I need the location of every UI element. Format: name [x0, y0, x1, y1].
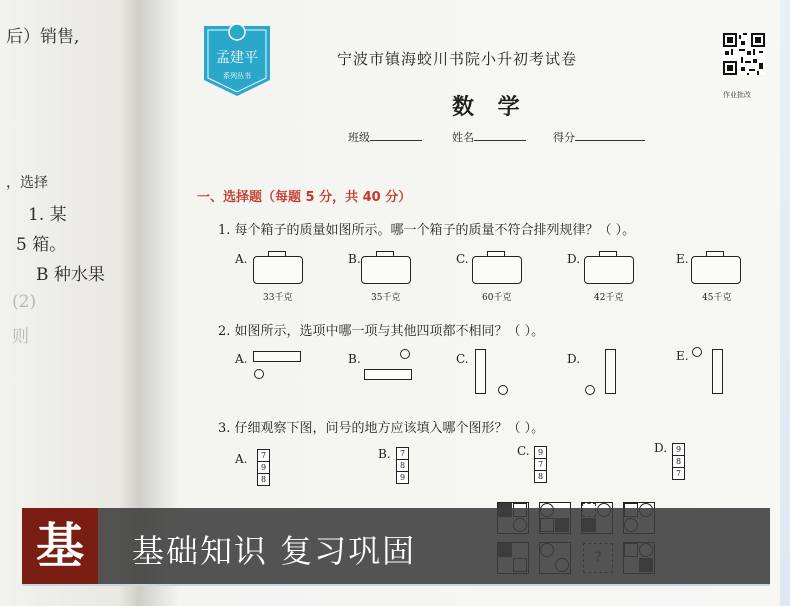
box-icon: [361, 256, 411, 284]
digit-stack: [672, 444, 685, 480]
circle-shape: [585, 385, 595, 395]
box-weight: 60千克: [482, 293, 512, 303]
option-letter: C.: [456, 352, 469, 366]
left-page-faint-text: 则: [12, 327, 29, 347]
digit-cell: 9: [396, 471, 409, 484]
option-letter: A.: [235, 452, 248, 466]
bottom-border: [22, 584, 770, 586]
digit-cell: 8: [257, 473, 270, 486]
option-letter: D.: [567, 352, 581, 366]
digit-cell: 7: [257, 449, 270, 462]
option-letter: B.: [348, 352, 361, 366]
bar-shape: [364, 369, 412, 380]
option-letter: A.: [235, 352, 248, 366]
publisher-logo: [198, 18, 276, 98]
circle-shape: [400, 349, 410, 359]
score-label: 得分: [553, 131, 575, 144]
footer-badge: 基: [22, 508, 98, 584]
digit-cell: 9: [672, 443, 685, 456]
option-letter: E.: [676, 252, 689, 266]
logo-subtext: 系列丛书: [223, 72, 251, 80]
digit-cell: 9: [534, 446, 547, 459]
left-page-text: ，选择: [6, 175, 48, 191]
subject-heading: 数 学: [452, 94, 528, 120]
digit-cell: 8: [396, 459, 409, 472]
question-1: 1. 每个箱子的质量如图所示。哪一个箱子的质量不符合排列规律？（ ）。: [218, 223, 636, 238]
logo-text: 孟建平: [216, 50, 258, 66]
box-weight: 35千克: [371, 293, 401, 303]
class-label: 班级: [348, 131, 370, 144]
exam-title: 宁波市镇海蛟川书院小升初考试卷: [337, 50, 578, 68]
digit-cell: 7: [534, 458, 547, 471]
option-letter: C.: [517, 444, 530, 458]
question-2: 2. 如图所示，选项中哪一项与其他四项都不相同？（ ）。: [218, 324, 545, 339]
left-page-text: 1. 某: [28, 205, 67, 225]
digit-stack: [534, 447, 547, 483]
digit-cell: 8: [534, 470, 547, 483]
digit-stack: [396, 448, 409, 484]
question-3: 3. 仔细观察下图，问号的地方应该填入哪个图形？（ ）。: [218, 421, 545, 436]
box-icon: [691, 256, 741, 284]
name-field: [452, 129, 526, 145]
bar-shape: [475, 349, 486, 394]
qr-caption: 作业批改: [723, 91, 751, 99]
left-page-text: 后）销售,: [6, 27, 80, 47]
box-weight: 42千克: [594, 293, 624, 303]
circle-shape: [692, 347, 702, 357]
box-icon: [584, 256, 634, 284]
box-weight: 45千克: [702, 293, 732, 303]
option-letter: B.: [378, 447, 391, 461]
digit-cell: 8: [672, 455, 685, 468]
bar-shape: [253, 351, 301, 362]
digit-stack: [257, 450, 270, 486]
box-icon: [253, 256, 303, 284]
score-field: [553, 129, 645, 145]
left-page-faint-text: (2): [12, 292, 37, 312]
option-letter: C.: [456, 252, 469, 266]
option-letter: D.: [567, 252, 581, 266]
section-heading: 一、选择题（每题 5 分，共 40 分）: [197, 190, 412, 205]
digit-cell: 7: [396, 447, 409, 460]
option-letter: A.: [235, 252, 248, 266]
class-field: [348, 129, 422, 145]
left-page-text: 5 箱。: [16, 235, 67, 255]
circle-shape: [254, 369, 264, 379]
footer-caption: 基础知识 复习巩固: [132, 532, 417, 570]
option-letter: B.: [348, 252, 361, 266]
name-label: 姓名: [452, 131, 474, 144]
bar-shape: [605, 349, 616, 394]
box-weight: 33千克: [263, 293, 293, 303]
circle-shape: [498, 385, 508, 395]
bar-shape: [712, 349, 723, 394]
option-letter: D.: [654, 441, 668, 455]
digit-cell: 7: [672, 467, 685, 480]
left-page-text: B 种水果: [36, 265, 105, 285]
box-icon: [472, 256, 522, 284]
digit-cell: 9: [257, 461, 270, 474]
option-letter: E.: [676, 349, 689, 363]
qr-code: [723, 33, 765, 75]
